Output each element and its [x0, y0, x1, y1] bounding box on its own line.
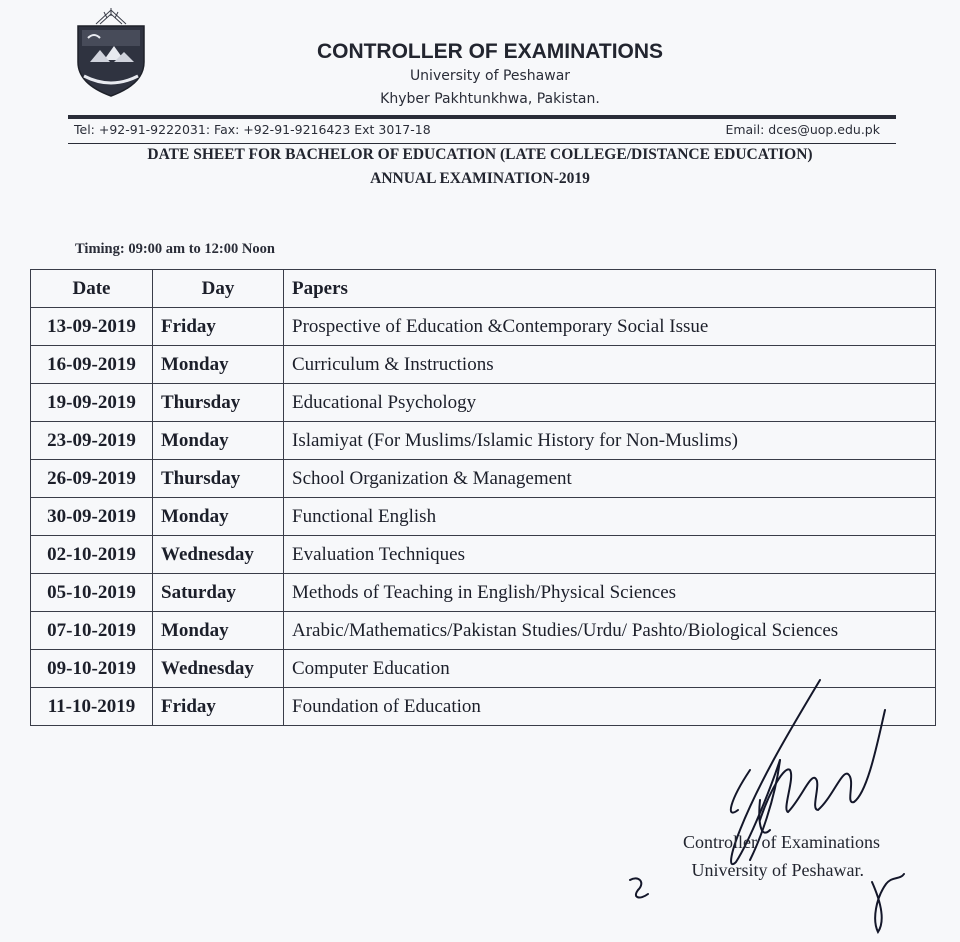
- cell-day: Saturday: [153, 574, 284, 612]
- table-row: [31, 612, 936, 650]
- cell-date: 23-09-2019: [31, 422, 153, 460]
- cell-day: Monday: [153, 498, 284, 536]
- cell-date: 11-10-2019: [31, 688, 153, 726]
- signatory-institution: University of Peshawar.: [691, 860, 864, 880]
- cell-date: 07-10-2019: [31, 612, 153, 650]
- cell-paper: Foundation of Education: [284, 688, 936, 726]
- cell-day: Monday: [153, 346, 284, 384]
- cell-date: 19-09-2019: [31, 384, 153, 422]
- table-row: [31, 384, 936, 422]
- cell-date: 26-09-2019: [31, 460, 153, 498]
- cell-day: Monday: [153, 612, 284, 650]
- cell-date: 02-10-2019: [31, 536, 153, 574]
- cell-date: 09-10-2019: [31, 650, 153, 688]
- contact-phone-fax: Tel: +92-91-9222031: Fax: +92-91-9216423 Ext 3017-18: [74, 122, 431, 137]
- cell-paper: Methods of Teaching in English/Physical Sciences: [284, 574, 936, 612]
- exam-timing: Timing: 09:00 am to 12:00 Noon: [75, 241, 275, 257]
- cell-day: Friday: [153, 308, 284, 346]
- header-divider: [68, 115, 896, 119]
- cell-paper: Computer Education: [284, 650, 936, 688]
- cell-paper: Arabic/Mathematics/Pakistan Studies/Urdu/ Pashto/Biological Sciences: [284, 612, 936, 650]
- document-title: DATE SHEET FOR BACHELOR OF EDUCATION (LATE COLLEGE/DISTANCE EDUCATION): [147, 146, 813, 163]
- contact-bar: [74, 122, 880, 137]
- header-papers: Papers: [284, 270, 936, 308]
- table-header-row: [31, 270, 936, 308]
- university-name: University of Peshawar: [409, 68, 571, 84]
- cell-day: Wednesday: [153, 650, 284, 688]
- org-name: CONTROLLER OF EXAMINATIONS: [316, 40, 664, 63]
- document-subtitle: ANNUAL EXAMINATION-2019: [370, 170, 590, 187]
- cell-date: 30-09-2019: [31, 498, 153, 536]
- cell-day: Thursday: [153, 384, 284, 422]
- cell-day: Friday: [153, 688, 284, 726]
- table-row: [31, 308, 936, 346]
- table-row: [31, 346, 936, 384]
- university-location: Khyber Pakhtunkhwa, Pakistan.: [380, 91, 600, 107]
- handwritten-signature: [610, 670, 940, 940]
- cell-day: Monday: [153, 422, 284, 460]
- cell-date: 16-09-2019: [31, 346, 153, 384]
- cell-day: Thursday: [153, 460, 284, 498]
- cell-paper: Educational Psychology: [284, 384, 936, 422]
- cell-day: Wednesday: [153, 536, 284, 574]
- cell-paper: Functional English: [284, 498, 936, 536]
- cell-paper: School Organization & Management: [284, 460, 936, 498]
- contact-email: Email: dces@uop.edu.pk: [725, 122, 880, 137]
- cell-date: 05-10-2019: [31, 574, 153, 612]
- cell-paper: Curriculum & Instructions: [284, 346, 936, 384]
- header-date: Date: [31, 270, 153, 308]
- table-row: [31, 422, 936, 460]
- table-row: [31, 536, 936, 574]
- cell-paper: Prospective of Education &Contemporary Social Issue: [284, 308, 936, 346]
- cell-paper: Evaluation Techniques: [284, 536, 936, 574]
- table-row: [31, 498, 936, 536]
- exam-schedule-table: [30, 269, 936, 726]
- signatory-title: Controller of Examinations: [683, 832, 880, 852]
- cell-paper: Islamiyat (For Muslims/Islamic History for Non-Muslims): [284, 422, 936, 460]
- contact-divider: [68, 143, 896, 144]
- cell-date: 13-09-2019: [31, 308, 153, 346]
- header-day: Day: [153, 270, 284, 308]
- table-row: [31, 460, 936, 498]
- table-row: [31, 574, 936, 612]
